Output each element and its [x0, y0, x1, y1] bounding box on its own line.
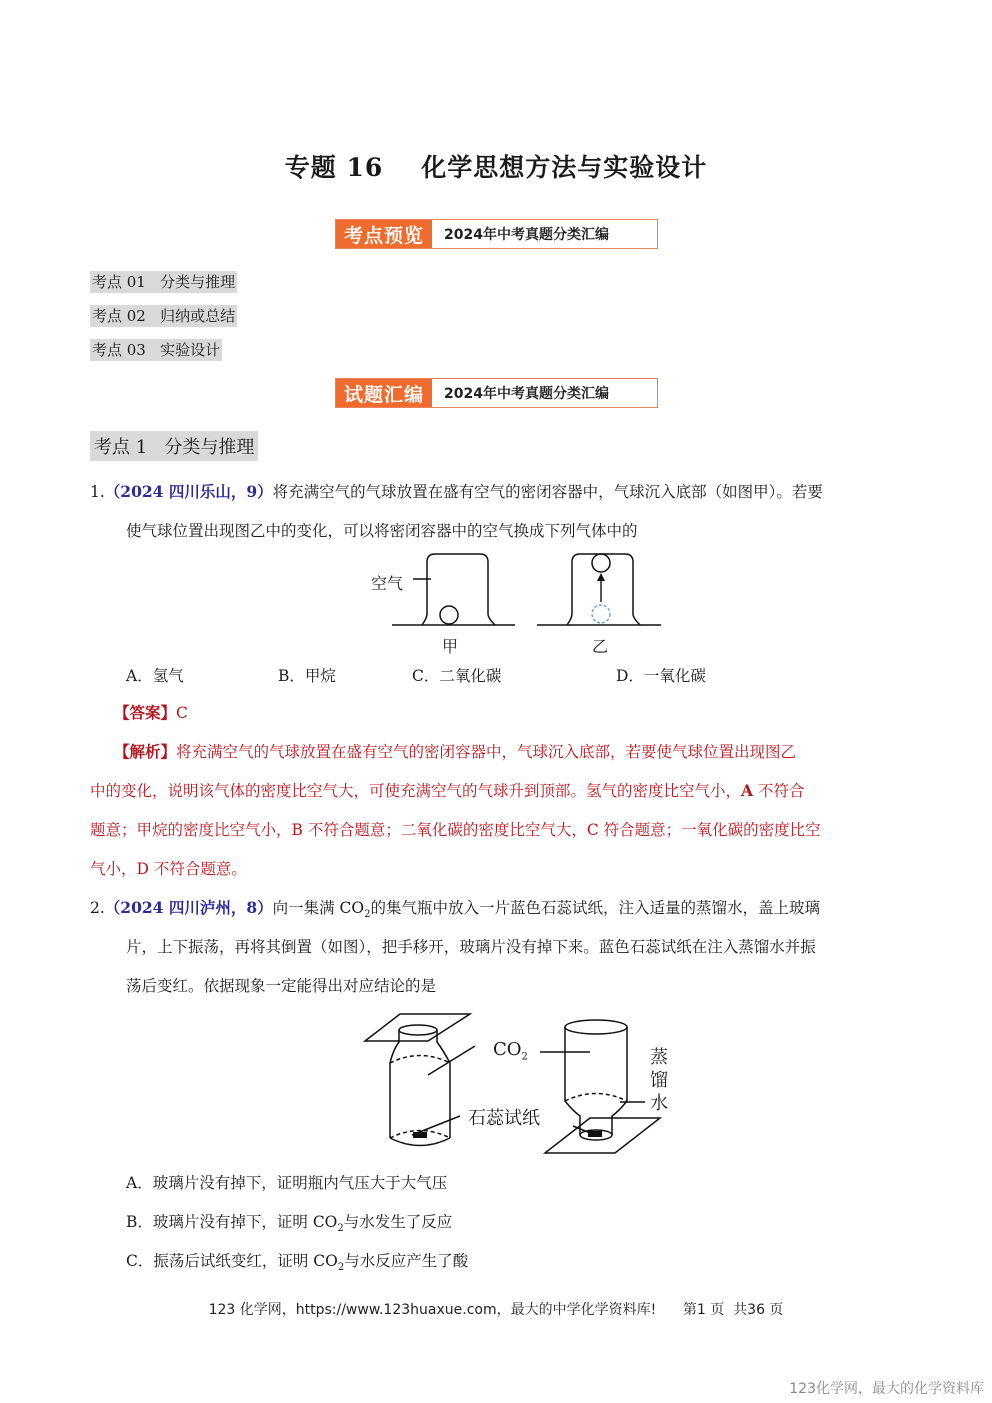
watermark: 123化学网，最大的化学资料库 [789, 1381, 984, 1397]
q1-source: （2024 四川乐山，9） [104, 482, 273, 501]
label-co2: $CO_2$ [493, 1039, 528, 1063]
q1-analysis-4: 气小，D 不符合题意。 [90, 860, 247, 878]
page-title [0, 148, 992, 184]
banner-tag: 考点预览 [336, 220, 432, 248]
label-litmus-paper: 石蕊试纸 [468, 1108, 540, 1129]
title-prefix: 专题 16 [284, 153, 384, 182]
q2-line1: 2.（2024 四川泸州，8）向一集满 $CO_2$的集气瓶中放入一片蓝色石蕊试纸，注入适量的蒸馏水，盖上玻璃 [90, 898, 821, 921]
q1-line2: 使气球位置出现图乙中的变化，可以将密闭容器中的空气换成下列气体中的 [126, 522, 638, 540]
q2-option-b[interactable]: B．玻璃片没有掉下，证明 $CO_2$与水发生了反应 [126, 1213, 453, 1235]
banner-sub: 2024年中考真题分类汇编 [444, 386, 609, 402]
toc-item[interactable]: 考点 02 归纳或总结 [92, 307, 236, 325]
toc-item[interactable]: 考点 01 分类与推理 [92, 273, 236, 291]
label-air: 空气 [371, 574, 404, 593]
banner-preview [335, 219, 658, 249]
q1-line1: 1.（2024 四川乐山，9）将充满空气的气球放置在盛有空气的密闭容器中，气球沉入底部（如图甲）。若要 [90, 482, 823, 501]
q1-option-c[interactable]: C．二氧化碳 [412, 667, 502, 685]
banner-questions [335, 378, 658, 408]
q2-line3: 荡后变红。依据现象一定能得出对应结论的是 [126, 977, 437, 995]
q2-line2: 片，上下振荡，再将其倒置（如图），把手移开，玻璃片没有掉下来。蓝色石蕊试纸在注入蒸馏水并振 [126, 938, 816, 956]
q1-analysis-2: 中的变化，说明该气体的密度比空气大，可使充满空气的气球升到顶部。氢气的密度比空气小，A 不符合 [90, 781, 805, 800]
banner-tag: 试题汇编 [336, 379, 432, 407]
q2-source: （2024 四川泸州，8） [104, 898, 273, 917]
q1-analysis-1: 【解析】将充满空气的气球放置在盛有空气的密闭容器中，气球沉入底部，若要使气球位置出现图乙 [114, 742, 797, 761]
label-distilled-water: 蒸 馏 水 [650, 1047, 668, 1114]
q2-figure [360, 1008, 680, 1158]
caption-jia: 甲 [442, 637, 459, 656]
q1-option-b[interactable]: B．甲烷 [278, 667, 336, 685]
q1-answer: 【答案】C [114, 703, 188, 722]
q1-analysis-3: 题意；甲烷的密度比空气小，B 不符合题意；二氧化碳的密度比空气大，C 符合题意；一氧化碳的密度比空 [90, 821, 821, 839]
q1-option-d[interactable]: D．一氧化碳 [616, 667, 706, 685]
banner-sub: 2024年中考真题分类汇编 [444, 227, 609, 243]
q1-option-a[interactable]: A．氢气 [126, 667, 184, 685]
section-heading: 考点 1 分类与推理 [90, 431, 258, 461]
caption-yi: 乙 [592, 637, 609, 656]
q2-option-c[interactable]: C．振荡后试纸变红，证明 $CO_2$与水反应产生了酸 [126, 1252, 469, 1274]
title-main: 化学思想方法与实验设计 [421, 153, 708, 182]
q2-option-a[interactable]: A．玻璃片没有掉下，证明瓶内气压大于大气压 [126, 1174, 448, 1192]
page-footer: 123 化学网，https://www.123huaxue.com，最大的中学化学资料库! 第1 页 共36 页 [208, 1302, 784, 1318]
toc-item[interactable]: 考点 03 实验设计 [92, 341, 221, 359]
q1-figure [365, 548, 665, 658]
